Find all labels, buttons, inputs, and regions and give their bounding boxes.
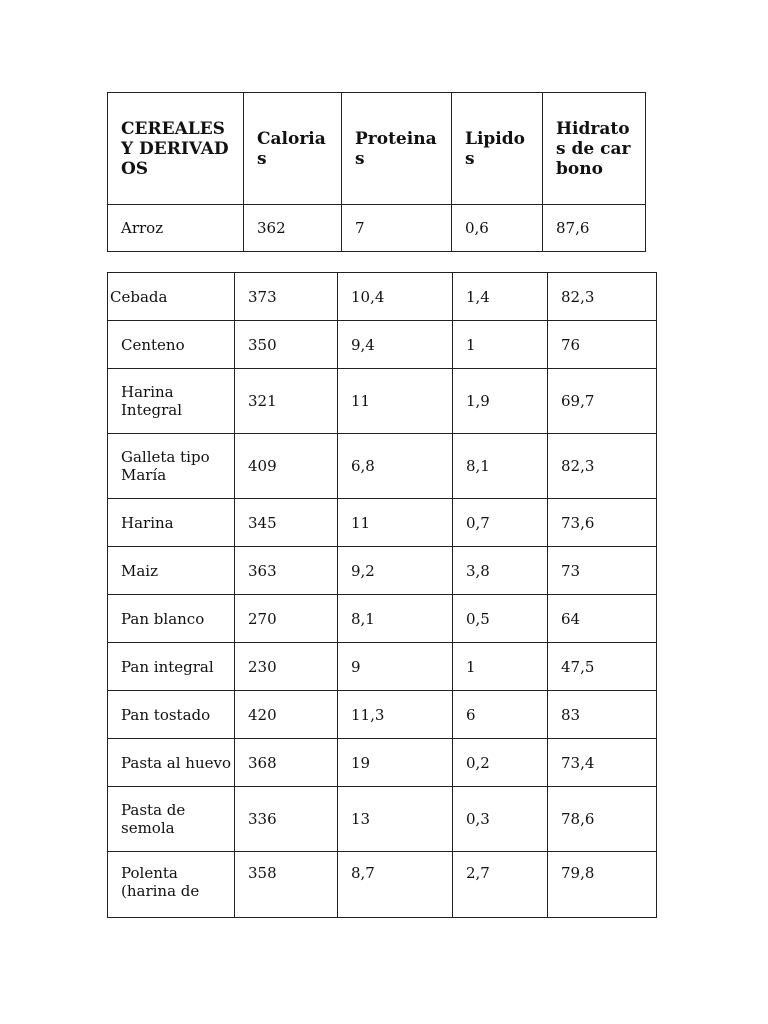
- hidratos-value: 76: [548, 321, 657, 369]
- calorias-value: 420: [235, 691, 338, 739]
- table-row: [108, 739, 657, 787]
- calorias-value: 362: [244, 205, 342, 252]
- header-calorias: Calorias: [244, 93, 342, 205]
- proteinas-value: 8,7: [338, 852, 453, 918]
- calorias-value: 368: [235, 739, 338, 787]
- hidratos-value: 87,6: [543, 205, 646, 252]
- lipidos-value: 3,8: [453, 547, 548, 595]
- food-name: Maiz: [108, 547, 235, 595]
- table-row: [108, 321, 657, 369]
- lipidos-value: 1: [453, 321, 548, 369]
- proteinas-value: 9,4: [338, 321, 453, 369]
- hidratos-value: 73,6: [548, 499, 657, 547]
- nutrition-header-table: [107, 92, 646, 252]
- food-name: Cebada: [108, 273, 235, 321]
- hidratos-value: 82,3: [548, 273, 657, 321]
- proteinas-value: 10,4: [338, 273, 453, 321]
- food-name: Pan blanco: [108, 595, 235, 643]
- lipidos-value: 1: [453, 643, 548, 691]
- calorias-value: 373: [235, 273, 338, 321]
- calorias-value: 358: [235, 852, 338, 918]
- proteinas-value: 9: [338, 643, 453, 691]
- calorias-value: 230: [235, 643, 338, 691]
- food-name: Harina: [108, 499, 235, 547]
- table-row: [108, 691, 657, 739]
- header-hidratos: Hidratos de carbono: [543, 93, 646, 205]
- hidratos-value: 64: [548, 595, 657, 643]
- calorias-value: 350: [235, 321, 338, 369]
- header-cereales: CEREALES Y DERIVADOS: [108, 93, 244, 205]
- food-name: Arroz: [108, 205, 244, 252]
- proteinas-value: 11: [338, 369, 453, 434]
- hidratos-value: 83: [548, 691, 657, 739]
- table-row: [108, 852, 657, 918]
- calorias-value: 270: [235, 595, 338, 643]
- header-row: [108, 93, 646, 205]
- hidratos-value: 78,6: [548, 787, 657, 852]
- table-row: [108, 595, 657, 643]
- lipidos-value: 8,1: [453, 434, 548, 499]
- table-row: [108, 273, 657, 321]
- hidratos-value: 73: [548, 547, 657, 595]
- food-name: Pasta de semola: [108, 787, 235, 852]
- calorias-value: 409: [235, 434, 338, 499]
- header-proteinas: Proteinas: [342, 93, 452, 205]
- table-row: [108, 369, 657, 434]
- proteinas-value: 19: [338, 739, 453, 787]
- calorias-value: 321: [235, 369, 338, 434]
- calorias-value: 336: [235, 787, 338, 852]
- hidratos-value: 69,7: [548, 369, 657, 434]
- table-row: [108, 547, 657, 595]
- lipidos-value: 1,9: [453, 369, 548, 434]
- food-name: Harina Integral: [108, 369, 235, 434]
- calorias-value: 345: [235, 499, 338, 547]
- lipidos-value: 0,2: [453, 739, 548, 787]
- table-row: [108, 434, 657, 499]
- food-name: Pan tostado: [108, 691, 235, 739]
- proteinas-value: 6,8: [338, 434, 453, 499]
- lipidos-value: 1,4: [453, 273, 548, 321]
- proteinas-value: 13: [338, 787, 453, 852]
- proteinas-value: 11,3: [338, 691, 453, 739]
- header-lipidos: Lipidos: [452, 93, 543, 205]
- lipidos-value: 0,6: [452, 205, 543, 252]
- food-name: Centeno: [108, 321, 235, 369]
- lipidos-value: 0,7: [453, 499, 548, 547]
- hidratos-value: 79,8: [548, 852, 657, 918]
- table-row: [108, 205, 646, 252]
- lipidos-value: 6: [453, 691, 548, 739]
- hidratos-value: 82,3: [548, 434, 657, 499]
- proteinas-value: 9,2: [338, 547, 453, 595]
- food-name: Pasta al huevo: [108, 739, 235, 787]
- calorias-value: 363: [235, 547, 338, 595]
- lipidos-value: 0,5: [453, 595, 548, 643]
- table-row: [108, 643, 657, 691]
- food-name: Polenta (harina de: [108, 852, 235, 918]
- hidratos-value: 73,4: [548, 739, 657, 787]
- hidratos-value: 47,5: [548, 643, 657, 691]
- nutrition-body-table: [107, 272, 657, 918]
- table-row: [108, 499, 657, 547]
- proteinas-value: 11: [338, 499, 453, 547]
- food-name: Galleta tipo María: [108, 434, 235, 499]
- proteinas-value: 8,1: [338, 595, 453, 643]
- lipidos-value: 0,3: [453, 787, 548, 852]
- food-name: Pan integral: [108, 643, 235, 691]
- lipidos-value: 2,7: [453, 852, 548, 918]
- proteinas-value: 7: [342, 205, 452, 252]
- table-row: [108, 787, 657, 852]
